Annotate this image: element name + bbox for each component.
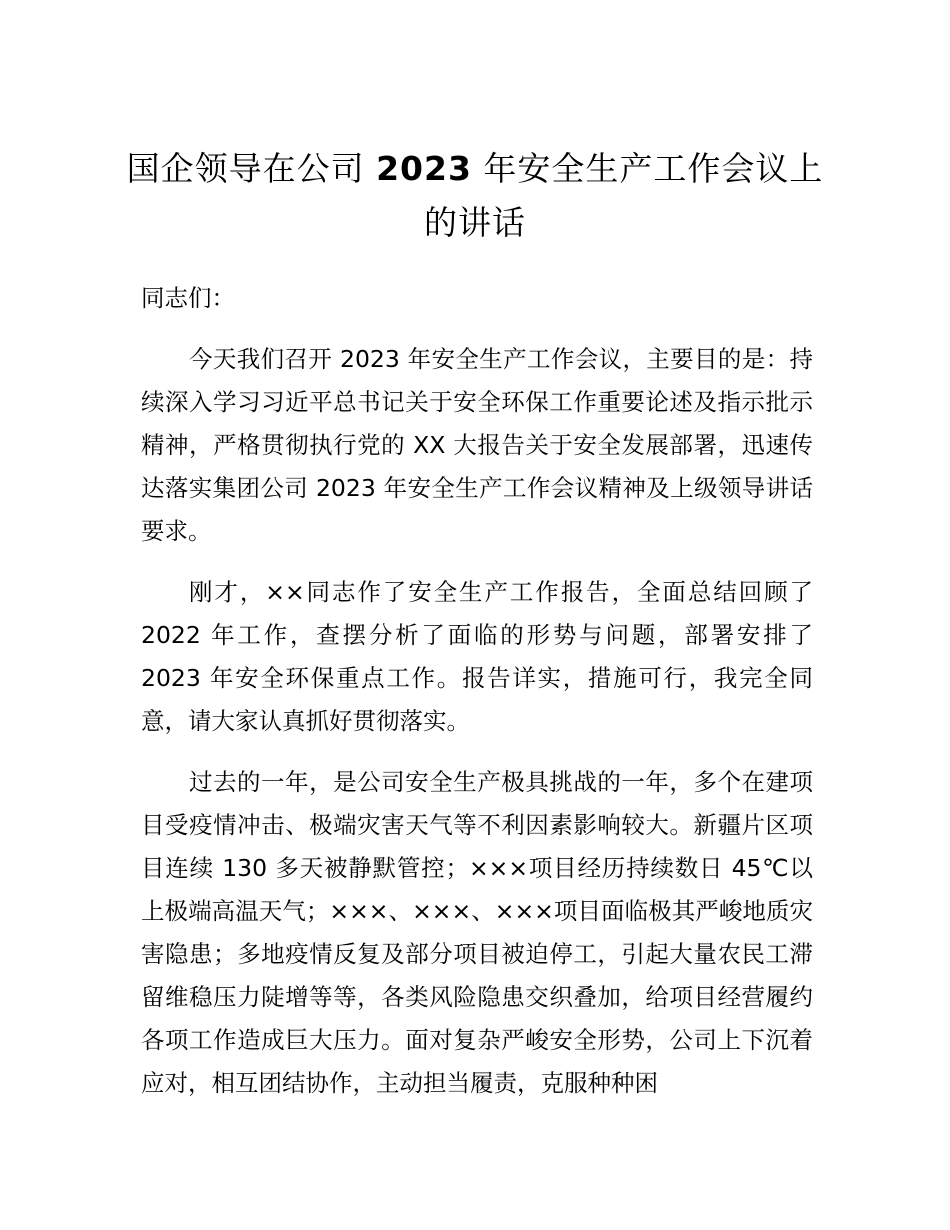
title-part-2: 年安全生产工作会议上的讲话 [424, 149, 824, 242]
title-part-1: 国企领导在公司 [126, 149, 365, 188]
document-title [120, 142, 830, 250]
title-year: 2023 [376, 149, 472, 188]
document-body [141, 277, 813, 1123]
paragraph-2: 刚才，××同志作了安全生产工作报告，全面总结回顾了 2022 年工作，查摆分析了面临的形势与问题，部署安排了 2023 年安全环保重点工作。报告详实，措施可行，我完全同意，请大家认真抓好贯彻落实。 [141, 578, 813, 735]
paragraph-3: 过去的一年，是公司安全生产极具挑战的一年，多个在建项目受疫情冲击、极端灾害天气等不利因素影响较大。新疆片区项目连续 130 多天被静默管控；×××项目经历持续数日 45℃以上极端高温天气；×××、×××、×××项目面临极其严峻地质灾害隐患；多地疫情反复及部分项目被迫停工，引起大量农民工滞留维稳压力陡增等等，各类风险隐患交织叠加，给项目经营履约各项工作造成巨大压力。面对复杂严峻安全形势，公司上下沉着应对，相互团结协作，主动担当履责，克服种种困 [141, 768, 813, 1097]
greeting: 同志们： [141, 284, 235, 312]
paragraph-1: 今天我们召开 2023 年安全生产工作会议，主要目的是：持续深入学习习近平总书记关于安全环保工作重要论述及指示批示精神，严格贯彻执行党的 XX 大报告关于安全发展部署，迅速传达落实集团公司 2023 年安全生产工作会议精神及上级领导讲话要求。 [141, 345, 813, 545]
